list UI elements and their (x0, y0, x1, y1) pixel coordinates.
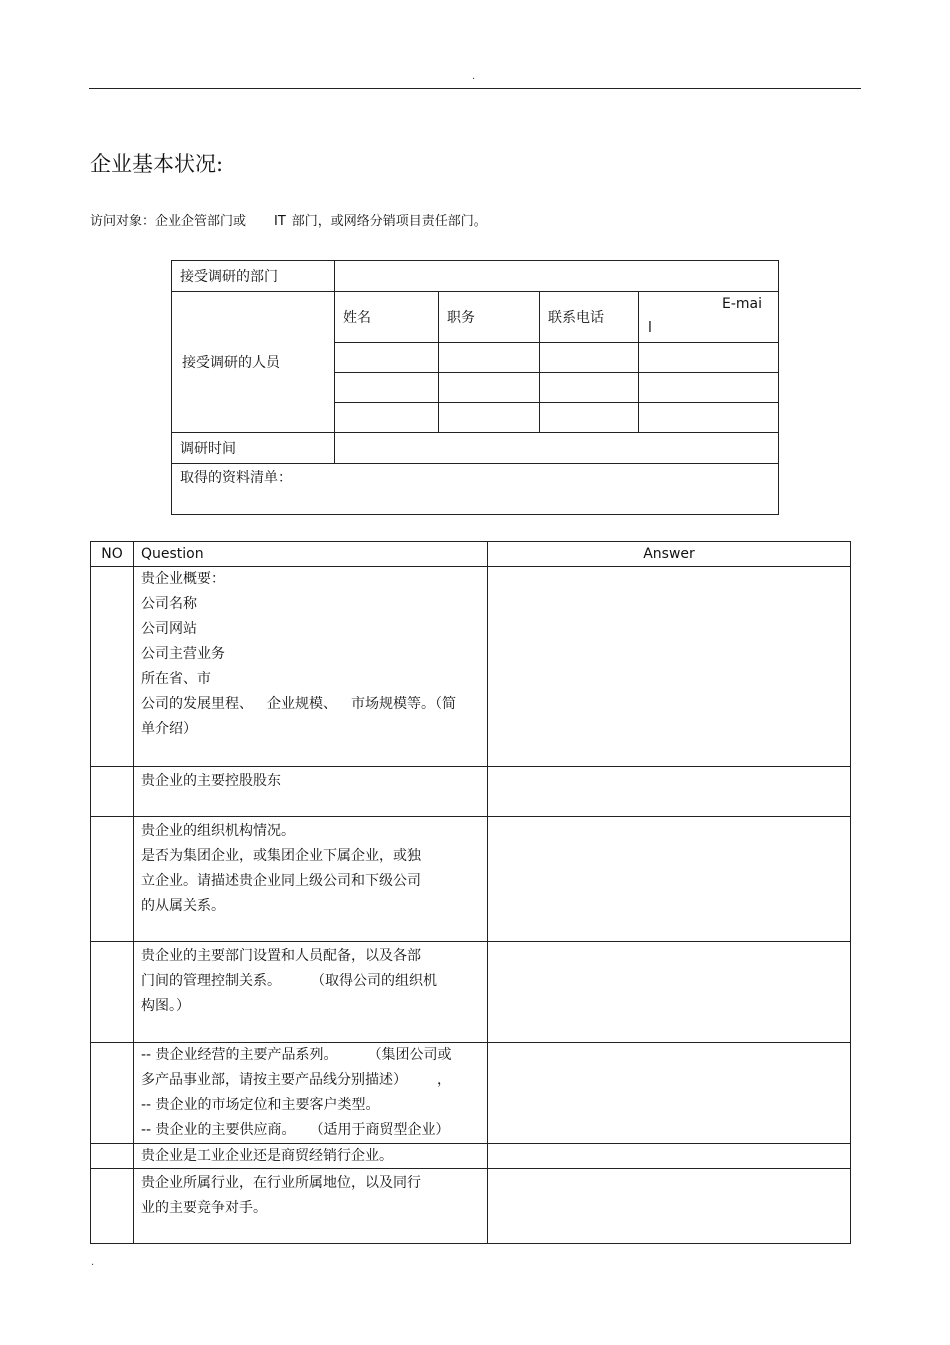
question-fragment: 门间的管理控制关系。 (141, 973, 281, 989)
row-no (91, 1169, 134, 1244)
table-row (91, 1169, 851, 1244)
row-no (91, 767, 134, 817)
respondent-info-table (171, 260, 779, 515)
staff-label: 接受调研的人员 (172, 292, 335, 433)
row-no (91, 567, 134, 767)
question-line: 公司名称 (141, 596, 197, 612)
question-line: 公司主营业务 (141, 646, 225, 662)
question-line: 贵企业概要： (141, 571, 225, 587)
question-cell (134, 1169, 488, 1244)
answer-cell[interactable] (488, 942, 851, 1043)
col-email-part1: E-mai (721, 296, 762, 312)
time-value[interactable] (335, 433, 779, 464)
header-answer: Answer (488, 542, 851, 567)
question-cell (134, 942, 488, 1043)
col-phone: 联系电话 (540, 292, 639, 343)
question-line: 业的主要竞争对手。 (141, 1200, 267, 1216)
question-line: 是否为集团企业，或集团企业下属企业，或独 (141, 848, 421, 864)
table-row (91, 767, 851, 817)
materials-label: 取得的资料清单： (180, 470, 292, 486)
subject-part3: 部门，或网络分销项目责任部门。 (291, 214, 487, 229)
staff-cell[interactable] (335, 403, 439, 433)
question-table (90, 541, 851, 1244)
staff-cell[interactable] (639, 373, 779, 403)
question-line (141, 692, 479, 717)
staff-cell[interactable] (540, 343, 639, 373)
table-row (91, 817, 851, 942)
question-fragment: （取得公司的组织机 (311, 973, 437, 989)
question-fragment: -- 贵企业的主要供应商。 (141, 1122, 296, 1138)
table-row (91, 1144, 851, 1169)
answer-cell[interactable] (488, 1169, 851, 1244)
question-line: 贵企业是工业企业还是商贸经销行企业。 (141, 1148, 393, 1164)
question-line (141, 1043, 479, 1068)
question-line: 单介绍） (141, 721, 197, 737)
row-no (91, 1144, 134, 1169)
staff-cell[interactable] (439, 343, 540, 373)
question-cell (134, 567, 488, 767)
col-name: 姓名 (335, 292, 439, 343)
col-email (639, 292, 779, 343)
staff-cell[interactable] (540, 403, 639, 433)
table-row (91, 942, 851, 1043)
answer-cell[interactable] (488, 1043, 851, 1144)
answer-cell[interactable] (488, 1144, 851, 1169)
table-row (91, 567, 851, 767)
question-line: 构图。） (141, 998, 190, 1014)
subject-part1: 访问对象：企业企管部门或 (90, 214, 247, 229)
question-line (141, 1118, 479, 1143)
question-fragment: 公司的发展里程、 (141, 696, 253, 712)
question-fragment: -- 贵企业经营的主要产品系列。 (141, 1047, 338, 1063)
row-no (91, 942, 134, 1043)
header-no: NO (91, 542, 134, 567)
dept-label: 接受调研的部门 (172, 261, 335, 292)
question-fragment: 企业规模、 (267, 696, 337, 712)
header-rule (89, 88, 861, 89)
question-line: 的从属关系。 (141, 898, 225, 914)
time-label: 调研时间 (172, 433, 335, 464)
question-line: 立企业。请描述贵企业同上级公司和下级公司 (141, 873, 421, 889)
staff-cell[interactable] (335, 343, 439, 373)
staff-cell[interactable] (639, 343, 779, 373)
question-line: -- 贵企业的市场定位和主要客户类型。 (141, 1097, 380, 1113)
interview-subject (90, 212, 487, 232)
staff-cell[interactable] (639, 403, 779, 433)
question-line (141, 1068, 479, 1093)
question-line: 所在省、市 (141, 671, 211, 687)
question-fragment: ， (437, 1072, 451, 1088)
staff-cell[interactable] (439, 403, 540, 433)
page-title: 企业基本状况: (90, 152, 224, 176)
materials-cell[interactable] (172, 464, 779, 515)
row-no (91, 817, 134, 942)
row-no (91, 1043, 134, 1144)
header-mark: . (472, 71, 476, 82)
table-row (91, 1043, 851, 1144)
question-line (141, 969, 479, 994)
question-cell (134, 1144, 488, 1169)
question-line: 贵企业所属行业，在行业所属地位，以及同行 (141, 1175, 421, 1191)
question-line: 贵企业的组织机构情况。 (141, 823, 295, 839)
footer-mark: . (91, 1257, 95, 1268)
question-cell (134, 817, 488, 942)
question-fragment: 市场规模等。（简 (351, 696, 456, 712)
question-cell (134, 1043, 488, 1144)
answer-cell[interactable] (488, 767, 851, 817)
question-fragment: （集团公司或 (367, 1047, 452, 1063)
question-fragment: （适用于商贸型企业） (309, 1122, 450, 1138)
header-question: Question (134, 542, 488, 567)
question-cell (134, 767, 488, 817)
question-line: 公司网站 (141, 621, 197, 637)
col-position: 职务 (439, 292, 540, 343)
question-fragment: 多产品事业部，请按主要产品线分别描述） (141, 1072, 407, 1088)
staff-cell[interactable] (439, 373, 540, 403)
staff-cell[interactable] (540, 373, 639, 403)
col-email-part2: l (648, 320, 652, 336)
answer-cell[interactable] (488, 567, 851, 767)
dept-value[interactable] (335, 261, 779, 292)
question-line: 贵企业的主要部门设置和人员配备，以及各部 (141, 948, 421, 964)
subject-part2: IT (274, 214, 286, 229)
question-line: 贵企业的主要控股股东 (141, 773, 281, 789)
staff-cell[interactable] (335, 373, 439, 403)
answer-cell[interactable] (488, 817, 851, 942)
